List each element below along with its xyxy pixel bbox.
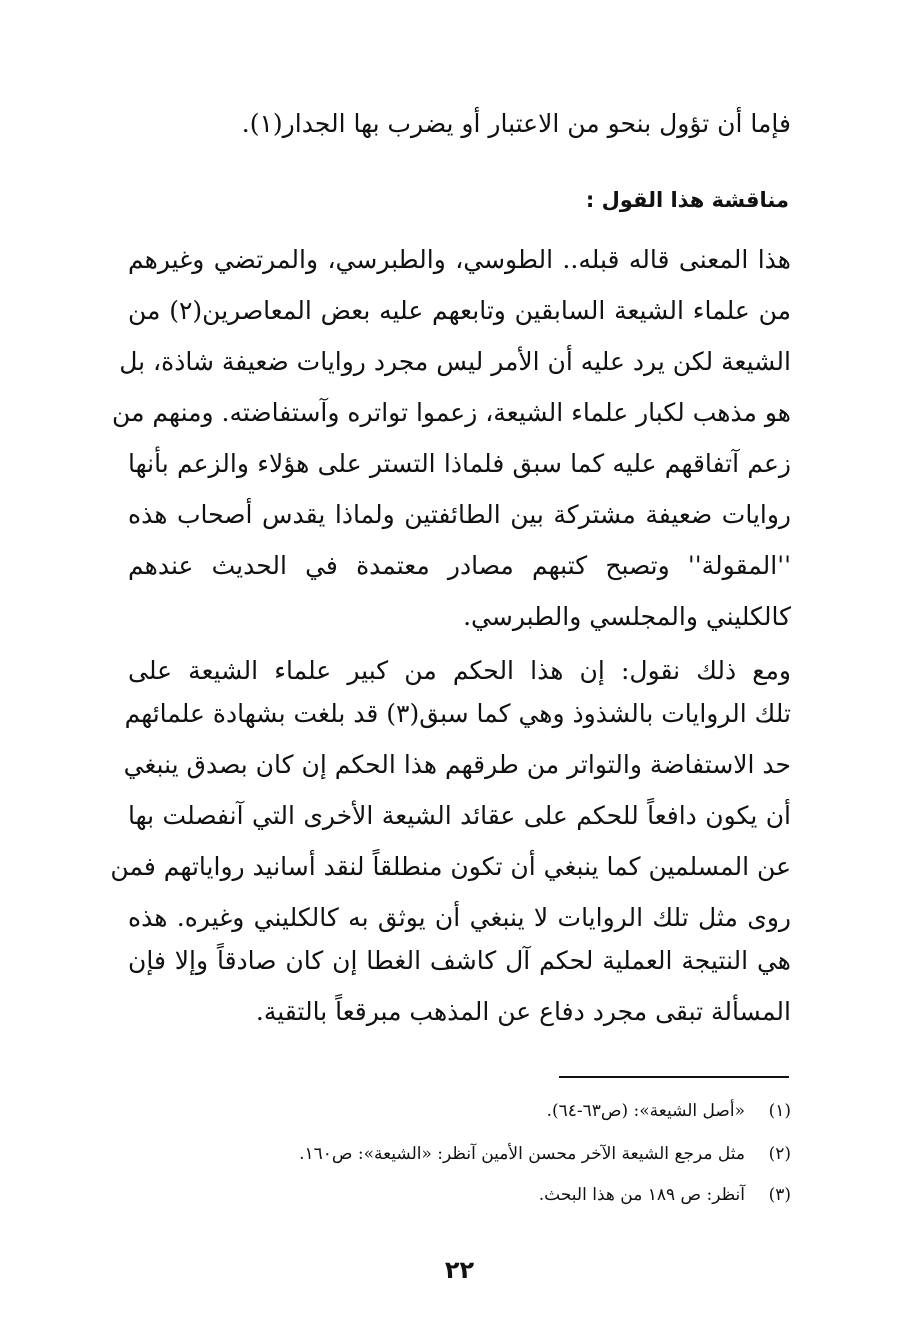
- section-heading: مناقشة هذا القول :: [585, 188, 789, 212]
- paragraph1-line: هذا المعنى قاله قبله.. الطوسي، والطبرسي، والمرتضي وغيرهم: [128, 245, 791, 274]
- paragraph2-line: حد الاستفاضة والتواتر من طرقهم هذا الحكم إن كان بصدق ينبغي: [123, 750, 791, 779]
- paragraph1-line: زعم آتفاقهم عليه كما سبق فلماذا التستر على هؤلاء والزعم بأنها: [128, 449, 791, 478]
- paragraph2-line: أن يكون دافعاً للحكم على عقائد الشيعة الأخرى التي آنفصلت بها: [128, 801, 791, 830]
- paragraph1-line: الشيعة لكن يرد عليه أن الأمر ليس مجرد روايات ضعيفة شاذة، بل: [119, 347, 791, 376]
- footnote: [299, 1141, 791, 1167]
- intro-line: فإما أن تؤول بنحو من الاعتبار أو يضرب بها الجدار(١).: [241, 109, 791, 138]
- footnote-text: «أصل الشيعة»: (ص٦٣-٦٤).: [546, 1101, 745, 1121]
- footnote-number: (١): [768, 1101, 791, 1121]
- footnote-text: آنظر: ص ١٨٩ من هذا البحث.: [538, 1185, 745, 1205]
- footnote-number: (٣): [768, 1185, 791, 1205]
- footnote-text: مثل مرجع الشيعة الآخر محسن الأمين آنظر: «الشيعة»: ص١٦٠.: [299, 1144, 745, 1164]
- footnote: [539, 1182, 791, 1208]
- paragraph2-line: هي النتيجة العملية لحكم آل كاشف الغطا إن كان صادقاً وإلا فإن: [128, 946, 791, 975]
- footnote-number: (٢): [768, 1144, 791, 1164]
- paragraph1-line: من علماء الشيعة السابقين وتابعهم عليه بعض المعاصرين(٢) من: [128, 296, 791, 325]
- paragraph2-line: تلك الروايات بالشذوذ وهي كما سبق(٣) قد بلغت بشهادة علمائهم: [124, 699, 791, 728]
- footnote-divider: [559, 1076, 789, 1078]
- paragraph2-line: عن المسلمين كما ينبغي أن تكون منطلقاً لنقد أسانيد رواياتهم فمن: [110, 852, 791, 881]
- paragraph1-line: هو مذهب لكبار علماء الشيعة، زعموا تواتره وآستفاضته. ومنهم من: [112, 398, 791, 427]
- paragraph1-line: روايات ضعيفة مشتركة بين الطائفتين ولماذا يقدس أصحاب هذه: [128, 500, 791, 529]
- paragraph2-line: روى مثل تلك الروايات لا ينبغي أن يوثق به كالكليني وغيره. هذه: [128, 903, 791, 932]
- page-number: ٢٢: [444, 1256, 475, 1284]
- paragraph2-line: ومع ذلك نقول: إن هذا الحكم من كبير علماء الشيعة على: [128, 656, 791, 685]
- paragraph1-line: كالكليني والمجلسي والطبرسي.: [463, 602, 791, 631]
- footnote: [547, 1098, 791, 1124]
- paragraph2-line: المسألة تبقى مجرد دفاع عن المذهب مبرقعاً بالتقية.: [255, 997, 791, 1026]
- paragraph1-line: ''المقولة'' وتصبح كتبهم مصادر معتمدة في الحديث عندهم: [128, 551, 791, 580]
